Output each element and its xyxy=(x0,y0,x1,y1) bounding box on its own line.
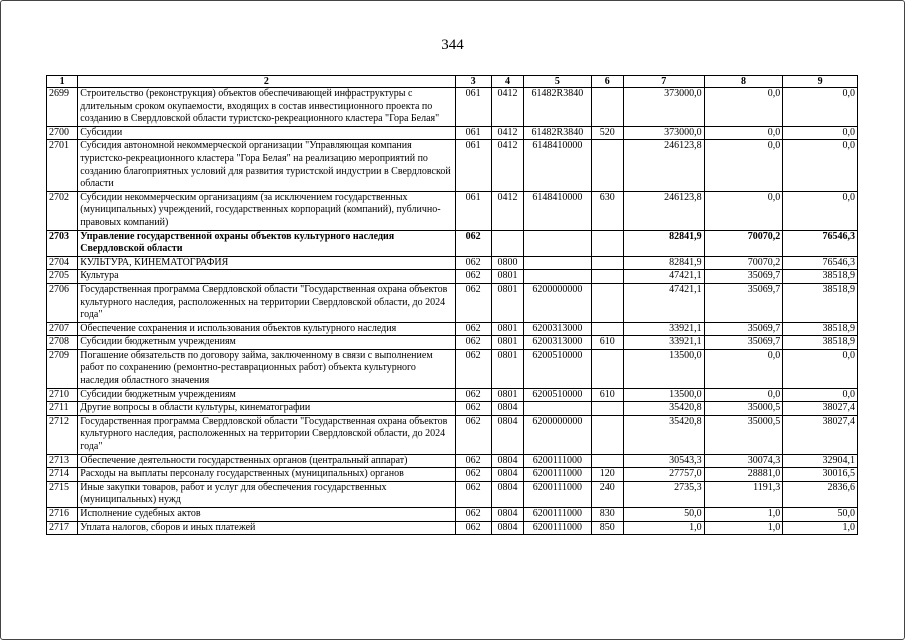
table-row xyxy=(47,388,858,402)
column-header: 6 xyxy=(591,76,623,88)
amount-col-7: 35420,8 xyxy=(623,402,704,416)
amount-col-8: 35000,5 xyxy=(704,415,783,454)
amount-col-9: 0,0 xyxy=(783,88,858,127)
table-row xyxy=(47,521,858,535)
row-number: 2717 xyxy=(47,521,78,535)
target-article-code: 6200111000 xyxy=(524,454,592,468)
amount-col-8: 0,0 xyxy=(704,140,783,191)
target-article-code xyxy=(524,270,592,284)
ministry-code: 062 xyxy=(455,454,491,468)
header-row xyxy=(47,76,858,88)
section-code: 0801 xyxy=(491,270,523,284)
section-code: 0412 xyxy=(491,88,523,127)
ministry-code: 062 xyxy=(455,256,491,270)
section-code: 0804 xyxy=(491,481,523,507)
ministry-code: 062 xyxy=(455,230,491,256)
amount-col-7: 246123,8 xyxy=(623,140,704,191)
amount-col-7: 33921,1 xyxy=(623,336,704,350)
amount-col-9: 30016,5 xyxy=(783,468,858,482)
section-code: 0412 xyxy=(491,140,523,191)
amount-col-9: 0,0 xyxy=(783,349,858,388)
table-row xyxy=(47,191,858,230)
expense-type-code xyxy=(591,256,623,270)
item-name: КУЛЬТУРА, КИНЕМАТОГРАФИЯ xyxy=(78,256,455,270)
expense-type-code xyxy=(591,349,623,388)
item-name: Обеспечение сохранения и использования объектов культурного наследия xyxy=(78,322,455,336)
row-number: 2703 xyxy=(47,230,78,256)
row-number: 2699 xyxy=(47,88,78,127)
row-number: 2712 xyxy=(47,415,78,454)
row-number: 2701 xyxy=(47,140,78,191)
item-name: Субсидии бюджетным учреждениям xyxy=(78,336,455,350)
target-article-code: 6200313000 xyxy=(524,336,592,350)
target-article-code: 6200510000 xyxy=(524,388,592,402)
target-article-code: 6200313000 xyxy=(524,322,592,336)
table-row xyxy=(47,481,858,507)
ministry-code: 062 xyxy=(455,508,491,522)
amount-col-7: 47421,1 xyxy=(623,283,704,322)
ministry-code: 062 xyxy=(455,322,491,336)
amount-col-8: 70070,2 xyxy=(704,230,783,256)
expense-type-code: 610 xyxy=(591,336,623,350)
item-name: Субсидии бюджетным учреждениям xyxy=(78,388,455,402)
amount-col-7: 82841,9 xyxy=(623,256,704,270)
column-header: 5 xyxy=(524,76,592,88)
amount-col-7: 373000,0 xyxy=(623,88,704,127)
expense-type-code xyxy=(591,88,623,127)
amount-col-8: 35069,7 xyxy=(704,283,783,322)
section-code: 0804 xyxy=(491,402,523,416)
amount-col-9: 2836,6 xyxy=(783,481,858,507)
amount-col-8: 35069,7 xyxy=(704,336,783,350)
amount-col-9: 38027,4 xyxy=(783,415,858,454)
item-name: Субсидии некоммерческим организациям (за исключением государственных (муниципальных) учреждений, государственных корпораций (компаний), публично-правовых компаний) xyxy=(78,191,455,230)
target-article-code: 6200000000 xyxy=(524,415,592,454)
amount-col-9: 38518,9 xyxy=(783,336,858,350)
amount-col-8: 0,0 xyxy=(704,388,783,402)
ministry-code: 062 xyxy=(455,481,491,507)
target-article-code: 6148410000 xyxy=(524,191,592,230)
item-name: Другие вопросы в области культуры, кинематографии xyxy=(78,402,455,416)
target-article-code xyxy=(524,256,592,270)
row-number: 2707 xyxy=(47,322,78,336)
column-header: 1 xyxy=(47,76,78,88)
item-name: Государственная программа Свердловской области "Государственная охрана объектов культурного наследия, расположенных на территории Свердловской области, до 2024 года" xyxy=(78,283,455,322)
target-article-code: 6148410000 xyxy=(524,140,592,191)
table-row xyxy=(47,508,858,522)
expense-type-code: 520 xyxy=(591,126,623,140)
expense-type-code xyxy=(591,283,623,322)
amount-col-9: 0,0 xyxy=(783,140,858,191)
table-row xyxy=(47,88,858,127)
ministry-code: 061 xyxy=(455,126,491,140)
amount-col-9: 0,0 xyxy=(783,126,858,140)
table-row xyxy=(47,140,858,191)
amount-col-9: 76546,3 xyxy=(783,230,858,256)
amount-col-7: 47421,1 xyxy=(623,270,704,284)
ministry-code: 062 xyxy=(455,349,491,388)
ministry-code: 062 xyxy=(455,388,491,402)
target-article-code: 6200111000 xyxy=(524,481,592,507)
row-number: 2716 xyxy=(47,508,78,522)
table-row xyxy=(47,270,858,284)
amount-col-7: 27757,0 xyxy=(623,468,704,482)
target-article-code: 6200111000 xyxy=(524,508,592,522)
ministry-code: 062 xyxy=(455,283,491,322)
amount-col-7: 13500,0 xyxy=(623,388,704,402)
amount-col-8: 30074,3 xyxy=(704,454,783,468)
section-code: 0804 xyxy=(491,415,523,454)
row-number: 2710 xyxy=(47,388,78,402)
table-row xyxy=(47,415,858,454)
expense-type-code: 120 xyxy=(591,468,623,482)
section-code: 0804 xyxy=(491,468,523,482)
expense-type-code: 830 xyxy=(591,508,623,522)
section-code: 0801 xyxy=(491,283,523,322)
column-header: 3 xyxy=(455,76,491,88)
column-header: 2 xyxy=(78,76,455,88)
amount-col-8: 70070,2 xyxy=(704,256,783,270)
item-name: Погашение обязательств по договору займа, заключенному в связи с выполнением работ по сохранению (ремонтно-реставрационных работ) объекта культурного наследия областного значения xyxy=(78,349,455,388)
amount-col-9: 38518,9 xyxy=(783,283,858,322)
section-code: 0804 xyxy=(491,521,523,535)
table-row xyxy=(47,283,858,322)
amount-col-7: 373000,0 xyxy=(623,126,704,140)
row-number: 2709 xyxy=(47,349,78,388)
row-number: 2713 xyxy=(47,454,78,468)
ministry-code: 062 xyxy=(455,415,491,454)
amount-col-7: 50,0 xyxy=(623,508,704,522)
amount-col-9: 38027,4 xyxy=(783,402,858,416)
amount-col-9: 1,0 xyxy=(783,521,858,535)
ministry-code: 061 xyxy=(455,191,491,230)
ministry-code: 062 xyxy=(455,336,491,350)
table-row xyxy=(47,126,858,140)
section-code: 0801 xyxy=(491,349,523,388)
amount-col-8: 35000,5 xyxy=(704,402,783,416)
row-number: 2704 xyxy=(47,256,78,270)
amount-col-8: 1,0 xyxy=(704,508,783,522)
table-row xyxy=(47,349,858,388)
expense-type-code xyxy=(591,402,623,416)
section-code: 0801 xyxy=(491,388,523,402)
amount-col-7: 13500,0 xyxy=(623,349,704,388)
item-name: Расходы на выплаты персоналу государственных (муниципальных) органов xyxy=(78,468,455,482)
ministry-code: 061 xyxy=(455,140,491,191)
budget-table xyxy=(46,75,858,535)
item-name: Культура xyxy=(78,270,455,284)
item-name: Уплата налогов, сборов и иных платежей xyxy=(78,521,455,535)
item-name: Обеспечение деятельности государственных органов (центральный аппарат) xyxy=(78,454,455,468)
amount-col-9: 0,0 xyxy=(783,191,858,230)
expense-type-code xyxy=(591,270,623,284)
expense-type-code: 850 xyxy=(591,521,623,535)
amount-col-8: 1,0 xyxy=(704,521,783,535)
amount-col-8: 1191,3 xyxy=(704,481,783,507)
item-name: Строительство (реконструкция) объектов обеспечивающей инфраструктуры с длительным сроком окупаемости, входящих в состав инвестиционного проекта по созданию в Свердловской области туристско-рекреационного кластера "Гора Белая" xyxy=(78,88,455,127)
expense-type-code: 240 xyxy=(591,481,623,507)
target-article-code: 6200510000 xyxy=(524,349,592,388)
item-name: Субсидия автономной некоммерческой организации "Управляющая компания туристско-рекреационного кластера "Гора Белая" на реализацию мероприятий по созданию благоприятных условий для развития туристской индустрии в Свердловской области xyxy=(78,140,455,191)
amount-col-7: 1,0 xyxy=(623,521,704,535)
table-row xyxy=(47,454,858,468)
row-number: 2700 xyxy=(47,126,78,140)
amount-col-7: 246123,8 xyxy=(623,191,704,230)
column-header: 7 xyxy=(623,76,704,88)
row-number: 2702 xyxy=(47,191,78,230)
section-code: 0804 xyxy=(491,454,523,468)
row-number: 2708 xyxy=(47,336,78,350)
section-code: 0412 xyxy=(491,126,523,140)
column-header: 9 xyxy=(783,76,858,88)
amount-col-9: 38518,9 xyxy=(783,322,858,336)
section-code: 0412 xyxy=(491,191,523,230)
row-number: 2706 xyxy=(47,283,78,322)
expense-type-code xyxy=(591,454,623,468)
target-article-code xyxy=(524,230,592,256)
target-article-code: 6200111000 xyxy=(524,521,592,535)
ministry-code: 062 xyxy=(455,521,491,535)
amount-col-8: 0,0 xyxy=(704,349,783,388)
section-code: 0804 xyxy=(491,508,523,522)
table-row xyxy=(47,322,858,336)
table-row xyxy=(47,468,858,482)
target-article-code: 6200000000 xyxy=(524,283,592,322)
amount-col-9: 32904,1 xyxy=(783,454,858,468)
target-article-code: 6200111000 xyxy=(524,468,592,482)
amount-col-9: 50,0 xyxy=(783,508,858,522)
item-name: Иные закупки товаров, работ и услуг для обеспечения государственных (муниципальных) нужд xyxy=(78,481,455,507)
amount-col-7: 33921,1 xyxy=(623,322,704,336)
amount-col-7: 82841,9 xyxy=(623,230,704,256)
table-row xyxy=(47,336,858,350)
amount-col-7: 2735,3 xyxy=(623,481,704,507)
table-row xyxy=(47,230,858,256)
ministry-code: 062 xyxy=(455,468,491,482)
section-code xyxy=(491,230,523,256)
amount-col-7: 35420,8 xyxy=(623,415,704,454)
expense-type-code: 630 xyxy=(591,191,623,230)
amount-col-7: 30543,3 xyxy=(623,454,704,468)
ministry-code: 062 xyxy=(455,402,491,416)
expense-type-code xyxy=(591,415,623,454)
amount-col-8: 35069,7 xyxy=(704,270,783,284)
amount-col-9: 0,0 xyxy=(783,388,858,402)
expense-type-code: 610 xyxy=(591,388,623,402)
column-header: 8 xyxy=(704,76,783,88)
amount-col-8: 0,0 xyxy=(704,126,783,140)
row-number: 2705 xyxy=(47,270,78,284)
amount-col-9: 76546,3 xyxy=(783,256,858,270)
table-row xyxy=(47,402,858,416)
item-name: Субсидии xyxy=(78,126,455,140)
ministry-code: 062 xyxy=(455,270,491,284)
target-article-code: 61482R3840 xyxy=(524,88,592,127)
amount-col-8: 0,0 xyxy=(704,88,783,127)
amount-col-8: 35069,7 xyxy=(704,322,783,336)
row-number: 2714 xyxy=(47,468,78,482)
section-code: 0801 xyxy=(491,336,523,350)
item-name: Государственная программа Свердловской области "Государственная охрана объектов культурного наследия, расположенных на территории Свердловской области, до 2024 года" xyxy=(78,415,455,454)
item-name: Исполнение судебных актов xyxy=(78,508,455,522)
ministry-code: 061 xyxy=(455,88,491,127)
amount-col-8: 28881,0 xyxy=(704,468,783,482)
row-number: 2715 xyxy=(47,481,78,507)
target-article-code xyxy=(524,402,592,416)
column-header: 4 xyxy=(491,76,523,88)
amount-col-8: 0,0 xyxy=(704,191,783,230)
section-code: 0801 xyxy=(491,322,523,336)
row-number: 2711 xyxy=(47,402,78,416)
expense-type-code xyxy=(591,140,623,191)
item-name: Управление государственной охраны объектов культурного наследия Свердловской области xyxy=(78,230,455,256)
expense-type-code xyxy=(591,230,623,256)
target-article-code: 61482R3840 xyxy=(524,126,592,140)
expense-type-code xyxy=(591,322,623,336)
table-row xyxy=(47,256,858,270)
page-number: 344 xyxy=(441,37,464,53)
section-code: 0800 xyxy=(491,256,523,270)
amount-col-9: 38518,9 xyxy=(783,270,858,284)
